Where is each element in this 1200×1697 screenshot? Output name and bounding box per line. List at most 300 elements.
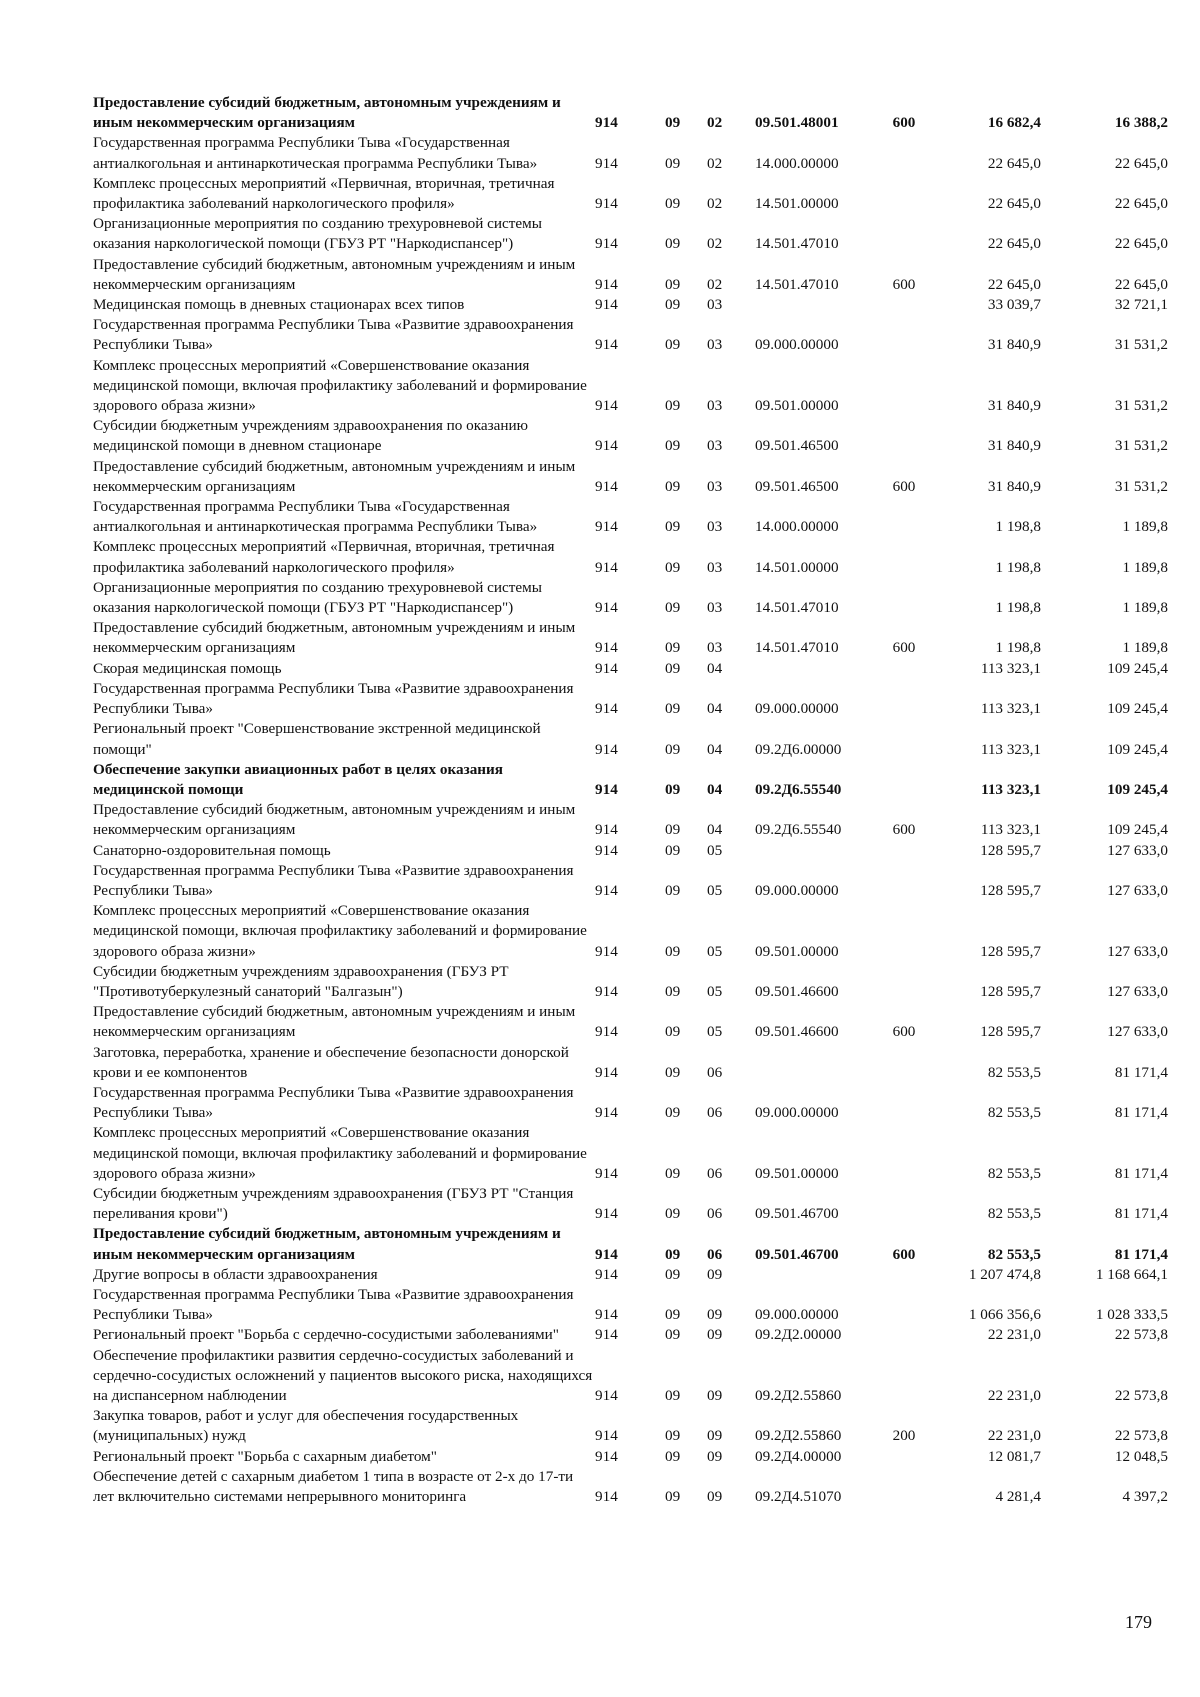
table-row (93, 93, 1168, 133)
row-csr-code: 09.501.00000 (755, 397, 839, 415)
table-row (93, 416, 1168, 456)
row-csr-code: 09.2Д4.51070 (755, 1488, 842, 1506)
row-vr-code (877, 962, 931, 1002)
row-vr-code: 600 (892, 821, 916, 839)
row-csr-code: 09.000.00000 (755, 881, 839, 899)
row-gr-code: 914 (595, 639, 618, 657)
table-row (93, 618, 1168, 658)
row-sum-2026: 81 171,4 (1114, 1104, 1168, 1122)
row-rz-code: 09 (665, 982, 681, 1000)
row-csr-code: 09.2Д6.55540 (755, 821, 842, 839)
row-name: Санаторно-оздоровительная помощь (93, 841, 331, 859)
row-sum-2025: 113 323,1 (980, 700, 1041, 718)
row-name: Организационные мероприятия по созданию трехуровневой системы оказания наркологической помощи (ГБУЗ РТ "Наркодиспансер") (93, 578, 542, 617)
row-pr-code: 04 (707, 780, 723, 798)
row-name: Комплекс процессных мероприятий «Первичная, вторичная, третичная профилактика заболеваний наркологического профиля» (93, 538, 555, 576)
table-row (93, 1346, 1168, 1407)
row-rz-code: 09 (665, 841, 681, 859)
table-row (93, 457, 1168, 497)
row-sum-2025: 1 207 474,8 (968, 1265, 1041, 1283)
row-sum-2025: 22 645,0 (987, 235, 1041, 253)
row-sum-2026: 81 171,4 (1114, 1164, 1168, 1182)
row-vr-code (877, 1467, 931, 1507)
row-vr-code: 600 (892, 477, 916, 495)
row-vr-code (877, 315, 931, 355)
row-vr-code (877, 133, 931, 173)
table-row (93, 133, 1168, 173)
row-sum-2025: 113 323,1 (980, 821, 1041, 839)
row-vr-code: 600 (892, 1245, 916, 1263)
row-pr-code: 02 (707, 235, 723, 253)
row-gr-code: 914 (595, 841, 618, 859)
row-pr-code: 02 (707, 154, 723, 172)
row-vr-code (877, 497, 931, 537)
row-csr-code (755, 659, 877, 679)
table-row (93, 901, 1168, 962)
row-pr-code: 06 (707, 1063, 723, 1081)
row-gr-code: 914 (595, 336, 618, 354)
row-name: Комплекс процессных мероприятий «Первичная, вторичная, третичная профилактика заболеваний наркологического профиля» (93, 174, 555, 213)
row-gr-code: 914 (595, 1265, 618, 1283)
row-vr-code: 600 (892, 114, 916, 132)
row-gr-code: 914 (595, 1164, 618, 1182)
row-name: Предоставление субсидий бюджетным, автономным учреждениям и иным некоммерческим организациям (93, 1225, 561, 1263)
row-rz-code: 09 (665, 1306, 681, 1324)
row-csr-code: 09.501.48001 (755, 114, 839, 132)
row-sum-2026: 127 633,0 (1107, 942, 1168, 960)
row-pr-code: 06 (707, 1104, 723, 1122)
row-sum-2025: 128 595,7 (980, 1023, 1041, 1041)
row-vr-code (877, 679, 931, 719)
row-gr-code: 914 (595, 296, 618, 314)
row-name: Государственная программа Республики Тыва «Государственная антиалкогольная и антинаркотическая программа Республики Тыва» (93, 134, 538, 172)
row-gr-code: 914 (595, 1063, 618, 1081)
row-sum-2026: 1 189,8 (1122, 599, 1168, 617)
row-sum-2026: 22 573,8 (1114, 1387, 1168, 1404)
row-sum-2026: 22 573,8 (1114, 1427, 1168, 1445)
table-row (93, 1123, 1168, 1184)
row-sum-2025: 22 231,0 (987, 1326, 1041, 1344)
row-pr-code: 02 (707, 275, 723, 293)
row-sum-2026: 109 245,4 (1107, 740, 1168, 758)
row-sum-2025: 82 553,5 (987, 1164, 1041, 1182)
row-name: Субсидии бюджетным учреждениям здравоохранения (ГБУЗ РТ "Противотуберкулезный санаторий "Балгазын") (93, 962, 509, 1000)
budget-table-body (93, 93, 1168, 1507)
table-row (93, 315, 1168, 355)
row-vr-code (877, 1123, 931, 1184)
row-csr-code: 14.501.47010 (755, 235, 839, 253)
row-sum-2026: 81 171,4 (1114, 1245, 1168, 1263)
row-pr-code: 03 (707, 599, 723, 617)
row-sum-2026: 22 645,0 (1114, 195, 1168, 213)
row-name: Государственная программа Республики Тыва «Развитие здравоохранения Республики Тыва» (93, 679, 574, 718)
row-pr-code: 09 (707, 1447, 723, 1465)
row-gr-code: 914 (595, 235, 618, 253)
row-csr-code: 14.501.00000 (755, 558, 839, 576)
row-name: Региональный проект "Совершенствование экстренной медицинской помощи" (93, 720, 541, 758)
row-sum-2025: 31 840,9 (987, 477, 1041, 495)
row-sum-2026: 31 531,2 (1114, 477, 1168, 495)
row-rz-code: 09 (665, 821, 681, 839)
row-csr-code: 14.501.47010 (755, 275, 839, 293)
row-vr-code: 600 (892, 1023, 916, 1041)
row-sum-2026: 31 531,2 (1114, 336, 1168, 354)
row-vr-code (877, 659, 931, 679)
row-gr-code: 914 (595, 1245, 618, 1263)
row-sum-2025: 82 553,5 (987, 1063, 1041, 1081)
row-vr-code (877, 356, 931, 417)
row-gr-code: 914 (595, 1447, 618, 1465)
row-rz-code: 09 (665, 1063, 681, 1081)
row-rz-code: 09 (665, 1164, 681, 1182)
table-row (93, 1002, 1168, 1042)
row-rz-code: 09 (665, 235, 681, 253)
row-sum-2025: 31 840,9 (987, 437, 1041, 455)
row-sum-2026: 109 245,4 (1107, 659, 1168, 677)
row-sum-2025: 82 553,5 (987, 1245, 1041, 1263)
row-pr-code: 05 (707, 881, 723, 899)
row-sum-2026: 109 245,4 (1107, 780, 1168, 798)
row-csr-code (755, 841, 877, 861)
row-pr-code: 05 (707, 841, 723, 859)
row-gr-code: 914 (595, 154, 618, 172)
row-rz-code: 09 (665, 780, 681, 798)
row-pr-code: 02 (707, 195, 723, 213)
row-rz-code: 09 (665, 1023, 681, 1041)
row-csr-code: 09.000.00000 (755, 1306, 839, 1324)
row-sum-2026: 22 645,0 (1114, 275, 1168, 293)
row-rz-code: 09 (665, 1387, 681, 1404)
row-csr-code: 09.2Д6.00000 (755, 740, 842, 758)
row-rz-code: 09 (665, 296, 681, 314)
row-sum-2025: 82 553,5 (987, 1104, 1041, 1122)
row-pr-code: 06 (707, 1205, 723, 1223)
row-sum-2025: 12 081,7 (987, 1447, 1041, 1465)
row-sum-2026: 31 531,2 (1114, 437, 1168, 455)
row-vr-code: 600 (892, 639, 916, 657)
row-sum-2026: 31 531,2 (1114, 397, 1168, 415)
row-sum-2026: 81 171,4 (1114, 1205, 1168, 1223)
table-row (93, 578, 1168, 618)
row-sum-2025: 31 840,9 (987, 336, 1041, 354)
row-rz-code: 09 (665, 1104, 681, 1122)
row-pr-code: 09 (707, 1326, 723, 1344)
table-row (93, 962, 1168, 1002)
row-vr-code (877, 1184, 931, 1224)
row-rz-code: 09 (665, 1265, 681, 1283)
table-row (93, 659, 1168, 679)
row-csr-code (755, 1043, 877, 1083)
table-row (93, 1043, 1168, 1083)
row-sum-2025: 1 198,8 (995, 639, 1041, 657)
row-rz-code: 09 (665, 1245, 681, 1263)
table-row (93, 1224, 1168, 1264)
row-sum-2026: 127 633,0 (1107, 982, 1168, 1000)
row-csr-code: 09.000.00000 (755, 336, 839, 354)
row-gr-code: 914 (595, 558, 618, 576)
row-gr-code: 914 (595, 942, 618, 960)
table-row (93, 174, 1168, 214)
row-sum-2025: 22 645,0 (987, 154, 1041, 172)
row-csr-code: 09.2Д2.00000 (755, 1326, 842, 1344)
row-sum-2026: 1 168 664,1 (1095, 1265, 1168, 1283)
row-rz-code: 09 (665, 639, 681, 657)
row-vr-code: 200 (892, 1427, 916, 1445)
row-sum-2026: 127 633,0 (1107, 841, 1168, 859)
row-csr-code: 09.2Д6.55540 (755, 780, 842, 798)
row-vr-code (877, 760, 931, 800)
row-csr-code: 09.501.00000 (755, 942, 839, 960)
row-pr-code: 03 (707, 296, 723, 314)
row-sum-2026: 81 171,4 (1114, 1063, 1168, 1081)
row-gr-code: 914 (595, 1023, 618, 1041)
table-row (93, 1083, 1168, 1123)
row-sum-2026: 127 633,0 (1107, 1023, 1168, 1041)
row-vr-code (877, 901, 931, 962)
table-row (93, 719, 1168, 759)
row-csr-code: 09.501.46600 (755, 1023, 839, 1041)
row-name: Обеспечение детей с сахарным диабетом 1 типа в возрасте от 2-х до 17-ти лет включительно системами непрерывного мониторинга (93, 1467, 574, 1506)
row-pr-code: 03 (707, 477, 723, 495)
row-vr-code (877, 1043, 931, 1083)
row-name: Государственная программа Республики Тыва «Развитие здравоохранения Республики Тыва» (93, 1083, 574, 1122)
row-rz-code: 09 (665, 1447, 681, 1465)
row-sum-2026: 22 573,8 (1114, 1326, 1168, 1344)
row-vr-code (877, 578, 931, 618)
row-csr-code: 09.501.46500 (755, 437, 839, 455)
row-name: Государственная программа Республики Тыва «Развитие здравоохранения Республики Тыва» (93, 316, 574, 354)
row-rz-code: 09 (665, 154, 681, 172)
row-vr-code (877, 841, 931, 861)
table-row (93, 1447, 1168, 1467)
row-name: Закупка товаров, работ и услуг для обеспечения государственных (муниципальных) нужд (93, 1407, 519, 1445)
row-pr-code: 03 (707, 336, 723, 354)
row-pr-code: 04 (707, 700, 723, 718)
row-vr-code (877, 719, 931, 759)
row-sum-2026: 109 245,4 (1107, 821, 1168, 839)
row-csr-code: 09.2Д2.55860 (755, 1387, 842, 1404)
table-row (93, 800, 1168, 840)
row-pr-code: 09 (707, 1488, 723, 1506)
row-sum-2026: 1 189,8 (1122, 558, 1168, 576)
row-rz-code: 09 (665, 114, 681, 132)
table-row (93, 214, 1168, 254)
row-name: Обеспечение профилактики развития сердечно-сосудистых заболеваний и сердечно-сосудистых осложнений у пациентов высокого риска, находящихся на диспансерном наблюдении (93, 1346, 593, 1404)
row-rz-code: 09 (665, 881, 681, 899)
row-gr-code: 914 (595, 1104, 618, 1122)
row-pr-code: 09 (707, 1427, 723, 1445)
row-name: Медицинская помощь в дневных стационарах всех типов (93, 296, 465, 314)
row-gr-code: 914 (595, 114, 618, 132)
row-sum-2025: 33 039,7 (987, 296, 1041, 314)
row-sum-2025: 16 682,4 (987, 114, 1041, 132)
row-csr-code: 14.000.00000 (755, 154, 839, 172)
row-csr-code (755, 295, 877, 315)
row-name: Предоставление субсидий бюджетным, автономным учреждениям и иным некоммерческим организациям (93, 94, 561, 132)
row-gr-code: 914 (595, 780, 618, 798)
table-row (93, 760, 1168, 800)
row-pr-code: 06 (707, 1245, 723, 1263)
row-rz-code: 09 (665, 336, 681, 354)
table-row (93, 841, 1168, 861)
row-sum-2025: 82 553,5 (987, 1205, 1041, 1223)
row-csr-code: 14.501.47010 (755, 639, 839, 657)
row-sum-2025: 22 645,0 (987, 275, 1041, 293)
row-gr-code: 914 (595, 195, 618, 213)
row-rz-code: 09 (665, 397, 681, 415)
row-sum-2026: 32 721,1 (1114, 296, 1168, 314)
row-sum-2025: 22 231,0 (987, 1427, 1041, 1445)
row-sum-2025: 1 198,8 (995, 599, 1041, 617)
row-rz-code: 09 (665, 599, 681, 617)
row-vr-code (877, 1447, 931, 1467)
row-csr-code: 09.501.46700 (755, 1205, 839, 1223)
row-gr-code: 914 (595, 881, 618, 899)
row-sum-2025: 128 595,7 (980, 841, 1041, 859)
row-pr-code: 05 (707, 982, 723, 1000)
row-sum-2025: 22 231,0 (987, 1387, 1041, 1404)
row-csr-code: 09.2Д4.00000 (755, 1447, 842, 1465)
row-rz-code: 09 (665, 477, 681, 495)
row-name: Региональный проект "Борьба с сахарным диабетом" (93, 1447, 437, 1465)
row-pr-code: 06 (707, 1164, 723, 1182)
table-row (93, 356, 1168, 417)
row-csr-code: 09.501.46500 (755, 477, 839, 495)
table-row (93, 537, 1168, 577)
row-rz-code: 09 (665, 558, 681, 576)
row-vr-code (877, 861, 931, 901)
row-name: Государственная программа Республики Тыва «Государственная антиалкогольная и антинаркотическая программа Республики Тыва» (93, 498, 538, 536)
row-gr-code: 914 (595, 1205, 618, 1223)
row-sum-2025: 128 595,7 (980, 942, 1041, 960)
row-gr-code: 914 (595, 659, 618, 677)
row-sum-2025: 31 840,9 (987, 397, 1041, 415)
row-gr-code: 914 (595, 1387, 618, 1404)
row-name: Субсидии бюджетным учреждениям здравоохранения (ГБУЗ РТ "Станция переливания крови") (93, 1184, 574, 1223)
row-name: Организационные мероприятия по созданию трехуровневой системы оказания наркологической помощи (ГБУЗ РТ "Наркодиспансер") (93, 215, 542, 253)
table-row (93, 679, 1168, 719)
row-name: Другие вопросы в области здравоохранения (93, 1265, 378, 1283)
row-name: Региональный проект "Борьба с сердечно-сосудистыми заболеваниями" (93, 1326, 559, 1344)
row-sum-2025: 113 323,1 (980, 740, 1041, 758)
row-sum-2026: 22 645,0 (1114, 154, 1168, 172)
row-csr-code: 14.501.00000 (755, 195, 839, 213)
row-name: Государственная программа Республики Тыва «Развитие здравоохранения Республики Тыва» (93, 861, 574, 899)
row-pr-code: 04 (707, 740, 723, 758)
row-csr-code: 09.000.00000 (755, 1104, 839, 1122)
row-gr-code: 914 (595, 1427, 618, 1445)
row-sum-2026: 4 397,2 (1122, 1488, 1168, 1506)
row-csr-code: 14.501.47010 (755, 599, 839, 617)
row-name: Предоставление субсидий бюджетным, автономным учреждениям и иным некоммерческим организациям (93, 619, 576, 657)
row-gr-code: 914 (595, 599, 618, 617)
row-name: Субсидии бюджетным учреждениям здравоохранения по оказанию медицинской помощи в дневном стационаре (93, 417, 528, 455)
table-row (93, 1406, 1168, 1446)
row-csr-code: 14.000.00000 (755, 518, 839, 536)
row-name: Комплекс процессных мероприятий «Совершенствование оказания медицинской помощи, включая профилактику заболеваний и формирование здорового образа жизни» (93, 902, 587, 960)
row-sum-2025: 128 595,7 (980, 881, 1041, 899)
row-rz-code: 09 (665, 518, 681, 536)
table-row (93, 295, 1168, 315)
row-rz-code: 09 (665, 659, 681, 677)
row-csr-code: 09.2Д2.55860 (755, 1427, 842, 1445)
row-sum-2026: 1 189,8 (1122, 518, 1168, 536)
row-gr-code: 914 (595, 700, 618, 718)
row-sum-2026: 1 189,8 (1122, 639, 1168, 657)
row-pr-code: 03 (707, 437, 723, 455)
row-vr-code (877, 1346, 931, 1407)
row-csr-code: 09.501.46700 (755, 1245, 839, 1263)
row-pr-code: 09 (707, 1306, 723, 1324)
row-rz-code: 09 (665, 275, 681, 293)
row-pr-code: 05 (707, 1023, 723, 1041)
row-csr-code (755, 1265, 877, 1285)
row-sum-2025: 1 198,8 (995, 558, 1041, 576)
row-name: Предоставление субсидий бюджетным, автономным учреждениям и иным некоммерческим организациям (93, 801, 576, 839)
table-row (93, 1285, 1168, 1325)
row-gr-code: 914 (595, 397, 618, 415)
row-sum-2026: 12 048,5 (1114, 1447, 1168, 1465)
row-gr-code: 914 (595, 740, 618, 758)
row-gr-code: 914 (595, 821, 618, 839)
row-sum-2026: 127 633,0 (1107, 881, 1168, 899)
row-gr-code: 914 (595, 437, 618, 455)
row-sum-2025: 113 323,1 (980, 659, 1041, 677)
table-row (93, 497, 1168, 537)
row-gr-code: 914 (595, 982, 618, 1000)
row-pr-code: 09 (707, 1265, 723, 1283)
row-sum-2026: 16 388,2 (1114, 114, 1168, 132)
row-rz-code: 09 (665, 1326, 681, 1344)
table-row (93, 255, 1168, 295)
row-name: Государственная программа Республики Тыва «Развитие здравоохранения Республики Тыва» (93, 1285, 574, 1324)
row-pr-code: 03 (707, 518, 723, 536)
row-name: Комплекс процессных мероприятий «Совершенствование оказания медицинской помощи, включая профилактику заболеваний и формирование здорового образа жизни» (93, 1124, 587, 1182)
row-vr-code (877, 1265, 931, 1285)
table-row (93, 1467, 1168, 1507)
row-name: Предоставление субсидий бюджетным, автономным учреждениям и иным некоммерческим организациям (93, 457, 576, 495)
row-rz-code: 09 (665, 740, 681, 758)
row-sum-2026: 22 645,0 (1114, 235, 1168, 253)
row-gr-code: 914 (595, 477, 618, 495)
row-vr-code (877, 416, 931, 456)
row-gr-code: 914 (595, 1488, 618, 1506)
row-pr-code: 09 (707, 1387, 723, 1404)
table-row (93, 1184, 1168, 1224)
row-rz-code: 09 (665, 1205, 681, 1223)
row-csr-code: 09.501.00000 (755, 1164, 839, 1182)
row-vr-code (877, 174, 931, 214)
table-row (93, 1265, 1168, 1285)
table-row (93, 1325, 1168, 1345)
row-pr-code: 03 (707, 639, 723, 657)
row-rz-code: 09 (665, 942, 681, 960)
table-row (93, 861, 1168, 901)
row-name: Обеспечение закупки авиационных работ в целях оказания медицинской помощи (93, 760, 504, 798)
row-gr-code: 914 (595, 1326, 618, 1344)
row-gr-code: 914 (595, 518, 618, 536)
row-csr-code: 09.501.46600 (755, 982, 839, 1000)
row-rz-code: 09 (665, 195, 681, 213)
row-pr-code: 04 (707, 659, 723, 677)
row-pr-code: 04 (707, 821, 723, 839)
row-name: Комплекс процессных мероприятий «Совершенствование оказания медицинской помощи, включая профилактику заболеваний и формирование здорового образа жизни» (93, 356, 587, 415)
row-sum-2025: 1 198,8 (995, 518, 1041, 536)
row-gr-code: 914 (595, 1306, 618, 1324)
row-sum-2025: 128 595,7 (980, 982, 1041, 1000)
row-sum-2025: 1 066 356,6 (968, 1306, 1041, 1324)
row-sum-2025: 4 281,4 (995, 1488, 1041, 1506)
